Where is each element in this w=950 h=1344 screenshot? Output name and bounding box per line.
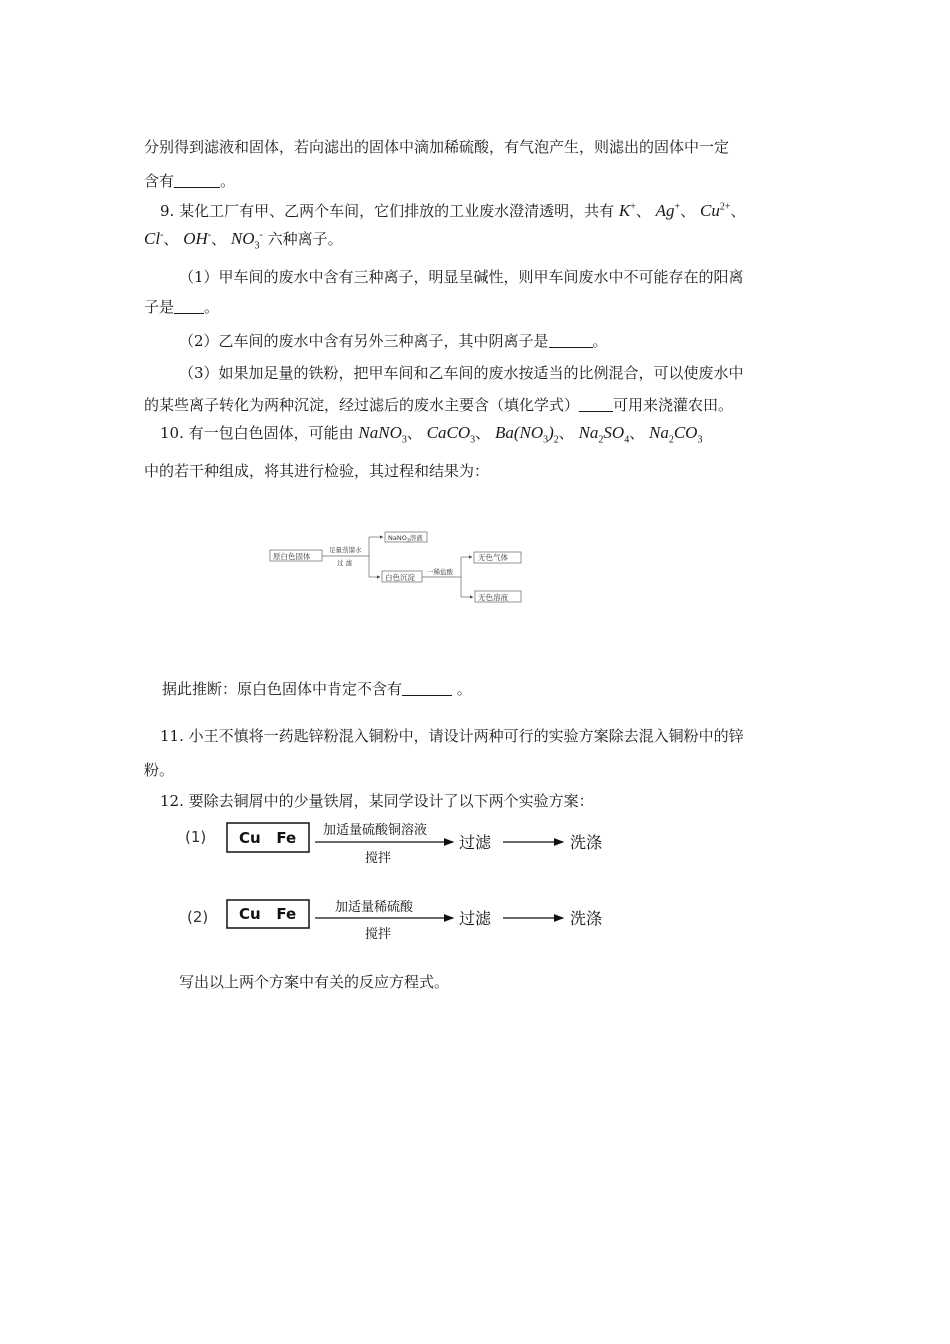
scheme-2-filter: 过滤 — [459, 909, 492, 928]
flow-filtrate-label: NaNO$_3$溶液 — [388, 534, 423, 544]
q10-intro-line2: 中的若干种组成，将其进行检验，其过程和结果为： — [144, 462, 490, 480]
ion-no3: $NO_3^-$ — [230, 229, 263, 252]
flow-gas-label: 无色气体 — [478, 553, 508, 562]
scheme-1-reagent: 加适量硫酸铜溶液 — [323, 823, 428, 838]
scheme-2-reagent: 加适量稀硫酸 — [335, 900, 414, 915]
flow-step2-label: 一稀盐酸 — [427, 568, 453, 576]
q12-intro: 12. 要除去铜屑中的少量铁屑，某同学设计了以下两个实验方案： — [160, 792, 594, 810]
answer-blank[interactable] — [174, 299, 204, 314]
compound-na2so4: $Na_2SO_4$ — [578, 423, 630, 446]
ion-cl: Cl- — [144, 229, 164, 248]
q9-part3-line1: （3）如果加足量的铁粉，把甲车间和乙车间的废水按适当的比例混合，可以使废水中 — [179, 364, 744, 382]
answer-blank[interactable] — [549, 333, 593, 348]
q12-schemes-diagram — [175, 815, 625, 945]
scheme-2-wash: 洗涤 — [570, 909, 603, 928]
answer-blank[interactable] — [579, 397, 613, 412]
scheme-1 — [185, 822, 603, 866]
compound-bano32: $Ba(NO_3)_2$ — [494, 423, 559, 446]
flow-step1-top: 足量蒸馏水 — [329, 546, 362, 554]
scheme-2-stir: 搅拌 — [365, 927, 392, 942]
scheme-2-box-text: Cu Fe — [239, 905, 297, 923]
scheme-1-filter: 过滤 — [459, 833, 492, 852]
q9-part2: （2）乙车间的废水中含有另外三种离子，其中阴离子是 。 — [179, 332, 608, 350]
ion-k: K+ — [618, 201, 636, 220]
q8-tail-line2: 含有 。 — [144, 172, 236, 190]
ion-ag: Ag+ — [655, 201, 681, 220]
q9-part1-line2: 子是 。 — [144, 298, 220, 316]
ion-oh: OH- — [183, 229, 212, 248]
flow-start-label: 原白色固体 — [273, 552, 311, 561]
answer-blank[interactable] — [174, 173, 220, 188]
flow-step1-bottom: 过 滤 — [337, 559, 353, 567]
q9-intro-line1: 9. 某化工厂有甲、乙两个车间，它们排放的工业废水澄清透明，共有 K+、 Ag+、 $Cu^{2+}$、 — [160, 201, 746, 220]
answer-blank[interactable] — [402, 681, 452, 696]
q10-flow-diagram — [265, 525, 535, 610]
q11-line2: 粉。 — [144, 761, 175, 779]
q8-tail-line1: 分别得到滤液和固体，若向滤出的固体中滴加稀硫酸，有气泡产生，则滤出的固体中一定 — [144, 138, 730, 156]
q10-conclusion: 据此推断：原白色固体中肯定不含有 。 — [162, 680, 472, 698]
flow-precipitate-label: 白色沉淀 — [385, 573, 415, 582]
q9-part1-line1: （1）甲车间的废水中含有三种离子，明显呈碱性，则甲车间废水中不可能存在的阳离 — [179, 268, 744, 286]
q11-line1: 11. 小王不慎将一药匙锌粉混入铜粉中，请设计两种可行的实验方案除去混入铜粉中的锌 — [160, 727, 744, 745]
scheme-2 — [187, 899, 603, 942]
compound-nano3: NaNO$_3$ — [358, 423, 407, 446]
q9-part3-line2: 的某些离子转化为两种沉淀，经过滤后的废水主要含（填化学式） 可用来浇灌农田。 — [144, 396, 734, 414]
scheme-1-label: (1) — [185, 828, 207, 846]
scheme-1-wash: 洗涤 — [570, 833, 603, 852]
compound-caco3: CaCO$_3$ — [426, 423, 476, 446]
ion-cu: $Cu^{2+}$ — [699, 201, 731, 220]
scheme-1-stir: 搅拌 — [365, 851, 392, 866]
q10-intro-line1: 10. 有一包白色固体，可能由 NaNO$_3$、 CaCO$_3$、 $Ba(NO_3)_2$、 $Na_2SO_4$、 $Na_2CO_3$ — [160, 423, 703, 446]
flow-solution-label: 无色溶液 — [478, 593, 508, 602]
compound-na2co3: $Na_2CO_3$ — [649, 423, 703, 446]
q12-task: 写出以上两个方案中有关的反应方程式。 — [179, 973, 450, 991]
scheme-1-box-text: Cu Fe — [239, 829, 297, 847]
scheme-2-label: (2) — [187, 908, 209, 926]
q9-intro-line2: Cl-、 OH-、 $NO_3^-$ 六种离子。 — [144, 229, 343, 252]
